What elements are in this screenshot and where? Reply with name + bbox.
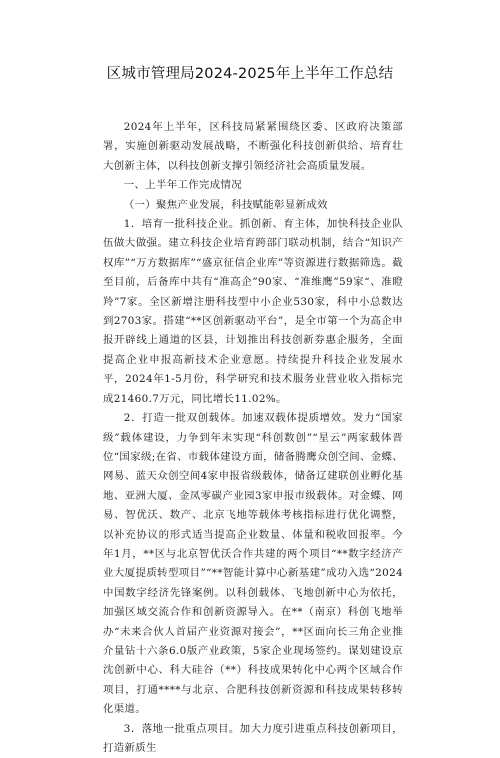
- subsection-heading: （一）聚焦产业发展，科技赋能彰显新成效: [123, 198, 328, 211]
- section-heading: 一、上半年工作完成情况: [123, 179, 242, 192]
- intro-paragraph: 2024年上半年，区科技局紧紧围绕区委、区政府决策部署，实施创新驱动发展战略，不断强化科技创新供给、培育壮大创新主体，以科技创新支撑引领经济社会高质量发展。: [103, 121, 403, 172]
- paragraph-item-2: 2．打造一批双创载体。加速双载体提质增效。发力“国家级”载体建设，力争到年末实现“科创数创”“星云”两家载体晋位“国家级;在省、市载体建设方面，储备腾鹰众创空间、金蝶、网易、蓝天众创空间4家申报省级载体，储备辽建联创业孵化基地、亚洲大厦、金凤零碳产业园3家申报市级载体。对金蝶、网易、智优沃、数产、北京飞地等载体考核指标进行优化调整，以补充协议的形式适当提高企业数量、体量和税收回报率。今年1月，**区与北京智优沃合作共建的两个项目“**数字经济产业大厦提质转型项目”“**智能计算中心新基建”成功入选“2024中国数字经济先锋案例。以科创载体、飞地创新中心为依托，加强区域交流合作和创新资源导入。在**（南京）科创飞地举办“未来合伙人首届产业资源对接会”，**区面向长三角企业推介量钻十六条6.0版产业政策，5家企业现场签约。谋划建设京沈创新中心、科大硅谷（**）科技成果转化中心两个区域合作项目，打通****与北京、合肥科技创新资源和科技成果转移转化渠道。: [103, 412, 403, 716]
- document-body: [103, 118, 403, 758]
- document-title: 区城市管理局2024-2025年上半年工作总结: [106, 66, 394, 82]
- paragraph-item-1: 1．培育一批科技企业。抓创新、育主体，加快科技企业队伍做大做强。建立科技企业培育跨部门联动机制，结合“知识产权库”“万方数据库”“盛京征信企业库”等资源进行数据筛选。截至目前，后备库中共有“准高企”90家、“准维鹰”59家“、准瞪羚”7家。全区新增注册科技型中小企业530家，科中小总数达到2703家。搭建“**区创新驱动平台”，是全市第一个为高企申报开辟线上通道的区县，计划推出科技创新券惠企服务，全面提高企业申报高新技术企业意愿。持续提升科技企业发展水平，2024年1-5月份，科学研究和技术服务业营业收入指标完成21460.7万元，同比增长11.02%。: [103, 218, 403, 405]
- paragraph-item-3: 3．落地一批重点项目。加大力度引进重点科技创新项目，打造新质生: [103, 722, 403, 754]
